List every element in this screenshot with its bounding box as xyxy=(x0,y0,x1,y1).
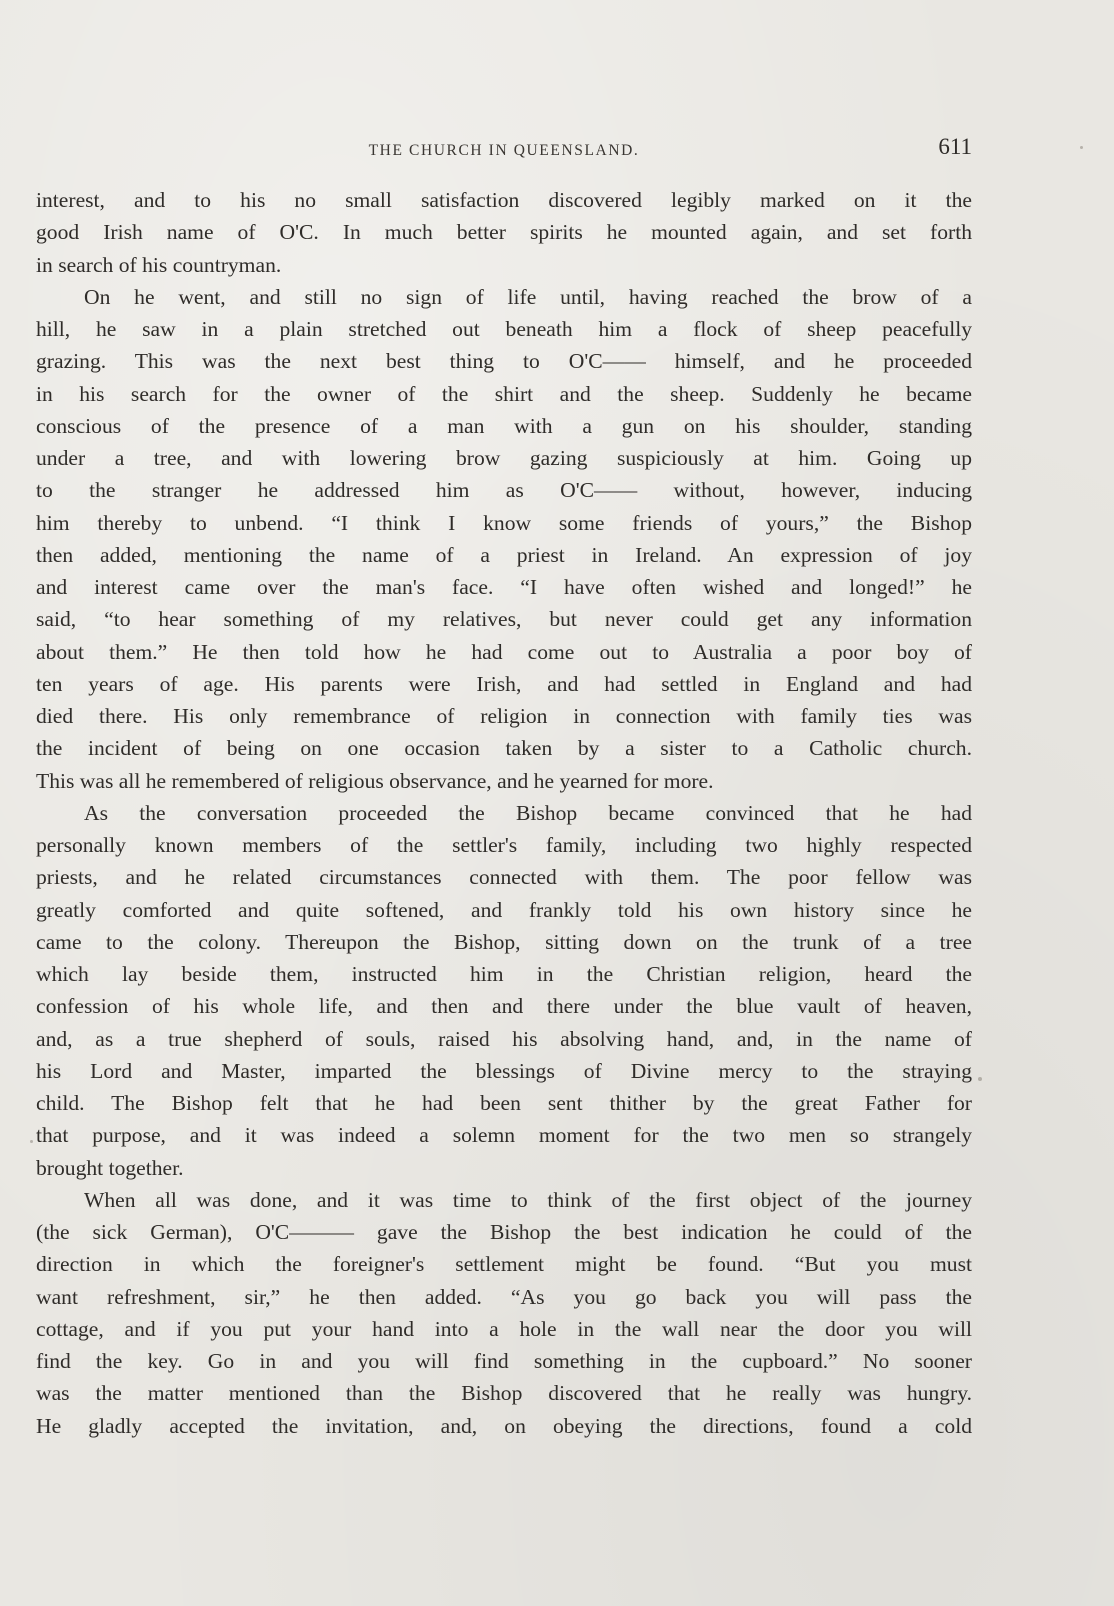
text-line: hill, he saw in a plain stretched out beneath him a flock of sheep peacefully xyxy=(36,317,972,341)
text-line: cottage, and if you put your hand into a hole in the wall near the door you will xyxy=(36,1316,972,1341)
paper-speck xyxy=(30,1140,33,1143)
paragraph-end-line: This was all he remembered of religious observance, and he yearned for more. xyxy=(36,768,714,793)
text-line: died there. His only remembrance of religion in connection with family ties was xyxy=(36,704,972,728)
running-head xyxy=(36,132,972,164)
text-line: which lay beside them, instructed him in the Christian religion, heard the xyxy=(36,962,972,986)
text-line: and, as a true shepherd of souls, raised his absolving hand, and, in the name of xyxy=(36,1026,972,1051)
paper-speck xyxy=(1080,146,1083,149)
text-line: came to the colony. Thereupon the Bishop, sitting down on the trunk of a tree xyxy=(36,929,972,954)
text-line: ten years of age. His parents were Irish, and had settled in England and had xyxy=(36,671,972,696)
text-line: personally known members of the settler's family, including two highly respected xyxy=(36,833,972,857)
text-line: said, “to hear something of my relatives, but never could get any information xyxy=(36,607,972,632)
text-line: grazing. This was the next best thing to O'C—— himself, and he proceeded xyxy=(36,349,972,374)
text-line: child. The Bishop felt that he had been sent thither by the great Father for xyxy=(36,1091,972,1115)
text-line: (the sick German), O'C——— gave the Bishop the best indication he could of the xyxy=(36,1220,972,1244)
text-line: in his search for the owner of the shirt and the sheep. Suddenly he became xyxy=(36,381,972,406)
text-line: then added, mentioning the name of a priest in Ireland. An expression of joy xyxy=(36,542,972,567)
text-line: about them.” He then told how he had come out to Australia a poor boy of xyxy=(36,639,972,664)
text-line: him thereby to unbend. “I think I know some friends of yours,” the Bishop xyxy=(36,510,972,535)
text-line: the incident of being on one occasion taken by a sister to a Catholic church. xyxy=(36,736,972,761)
text-line: that purpose, and it was indeed a solemn moment for the two men so strangely xyxy=(36,1123,972,1148)
paragraph-end-line: brought together. xyxy=(36,1155,184,1180)
text-line: priests, and he related circumstances connected with them. The poor fellow was xyxy=(36,865,972,890)
text-line: direction in which the foreigner's settlement might be found. “But you must xyxy=(36,1252,972,1277)
text-line: conscious of the presence of a man with a gun on his shoulder, standing xyxy=(36,413,972,438)
running-title: THE CHURCH IN QUEENSLAND. xyxy=(368,142,640,159)
text-line: find the key. Go in and you will find something in the cupboard.” No sooner xyxy=(36,1349,972,1373)
text-line: good Irish name of O'C. In much better spirits he mounted again, and set forth xyxy=(36,220,972,245)
paragraph-end-line: in search of his countryman. xyxy=(36,252,282,277)
page-number: 611 xyxy=(938,134,972,159)
text-line: confession of his whole life, and then and there under the blue vault of heaven, xyxy=(36,994,972,1019)
text-line: to the stranger he addressed him as O'C—— without, however, inducing xyxy=(36,478,972,503)
text-line: interest, and to his no small satisfaction discovered legibly marked on it the xyxy=(36,188,972,212)
text-line: was the matter mentioned than the Bishop discovered that he really was hungry. xyxy=(36,1381,972,1406)
paper-speck xyxy=(978,1077,982,1081)
text-line: his Lord and Master, imparted the blessings of Divine mercy to the straying xyxy=(36,1058,972,1083)
paragraph-start-line: As the conversation proceeded the Bishop became convinced that he had xyxy=(84,800,972,825)
text-line: under a tree, and with lowering brow gazing suspiciously at him. Going up xyxy=(36,446,972,470)
text-line: want refreshment, sir,” he then added. “As you go back you will pass the xyxy=(36,1284,972,1309)
paragraph-start-line: When all was done, and it was time to think of the first object of the journey xyxy=(84,1187,972,1212)
text-line: greatly comforted and quite softened, and frankly told his own history since he xyxy=(36,897,972,922)
paragraph-start-line: On he went, and still no sign of life until, having reached the brow of a xyxy=(84,284,972,309)
text-line: and interest came over the man's face. “I have often wished and longed!” he xyxy=(36,575,972,599)
text-line: He gladly accepted the invitation, and, on obeying the directions, found a cold xyxy=(36,1413,972,1438)
body-text xyxy=(36,184,972,1442)
